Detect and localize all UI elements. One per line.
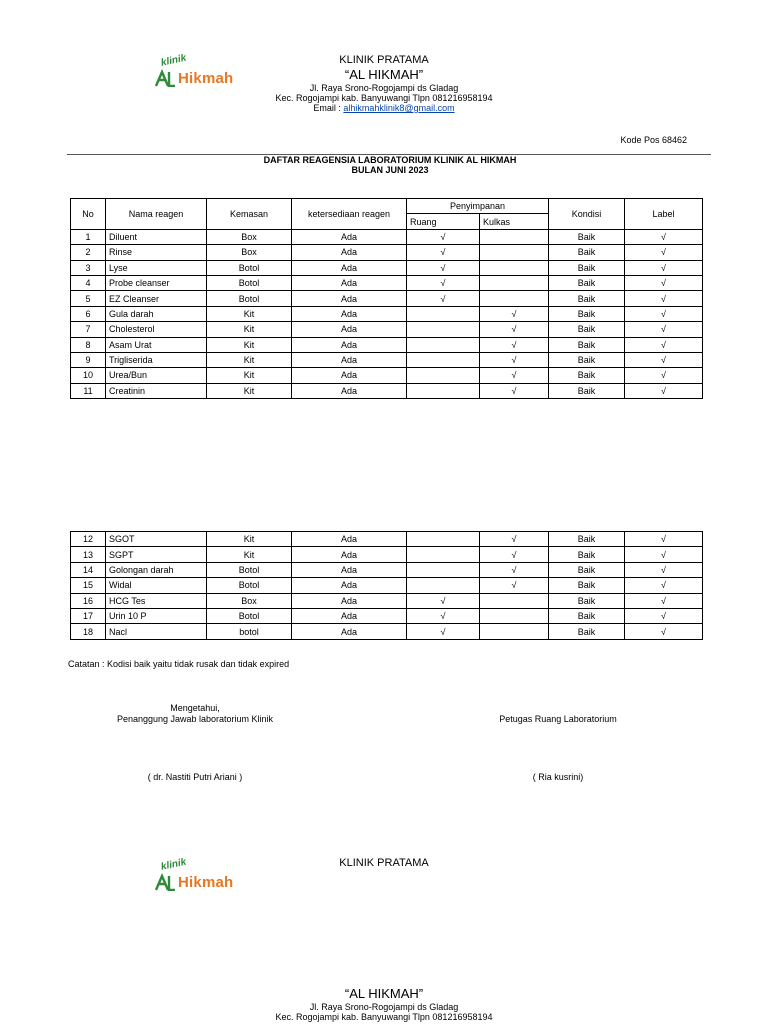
cell-kondisi: Baik xyxy=(549,368,625,383)
cell-name: Nacl xyxy=(106,624,207,639)
footer-logo-name: Hikmah xyxy=(178,874,234,891)
cell-ketersediaan: Ada xyxy=(292,578,407,593)
cell-ruang xyxy=(407,368,480,383)
cell-kulkas xyxy=(480,260,549,275)
cell-kemasan: Botol xyxy=(207,562,292,577)
document-title xyxy=(190,155,590,175)
cell-kondisi: Baik xyxy=(549,260,625,275)
cell-ruang: √ xyxy=(407,260,480,275)
cell-name: Trigliserida xyxy=(106,352,207,367)
signature-right-name: ( Ria kusrini) xyxy=(532,772,584,782)
cell-kondisi: Baik xyxy=(549,322,625,337)
cell-kulkas: √ xyxy=(480,322,549,337)
table-row xyxy=(71,291,703,306)
clinic-type: KLINIK PRATAMA xyxy=(339,54,429,66)
cell-name: Gula darah xyxy=(106,306,207,321)
cell-label: √ xyxy=(625,368,703,383)
cell-kemasan: Kit xyxy=(207,337,292,352)
title-line-1: DAFTAR REAGENSIA LABORATORIUM KLINIK AL HIKMAH xyxy=(263,155,517,165)
cell-kemasan: Box xyxy=(207,245,292,260)
cell-no: 1 xyxy=(71,229,106,244)
postal-code: Kode Pos 68462 xyxy=(620,135,687,145)
cell-label: √ xyxy=(625,547,703,562)
title-line-2: BULAN JUNI 2023 xyxy=(351,165,429,175)
cell-label: √ xyxy=(625,291,703,306)
cell-ketersediaan: Ada xyxy=(292,260,407,275)
cell-kulkas: √ xyxy=(480,532,549,547)
cell-kondisi: Baik xyxy=(549,578,625,593)
signature-left-line-1: Mengetahui, xyxy=(170,703,220,713)
cell-no: 2 xyxy=(71,245,106,260)
footer-logo-klinik-text: klinik xyxy=(160,856,188,873)
cell-kondisi: Baik xyxy=(549,245,625,260)
cell-kulkas: √ xyxy=(480,337,549,352)
cell-ketersediaan: Ada xyxy=(292,383,407,398)
cell-kondisi: Baik xyxy=(549,593,625,608)
table-row xyxy=(71,352,703,367)
email-link[interactable]: alhikmahklinik8@gmail.com xyxy=(343,103,455,113)
cell-kulkas: √ xyxy=(480,383,549,398)
header-kemasan: Kemasan xyxy=(207,199,292,230)
signature-left-name: ( dr. Nastiti Putri Ariani ) xyxy=(147,772,243,782)
cell-ruang: √ xyxy=(407,275,480,290)
cell-label: √ xyxy=(625,275,703,290)
cell-ruang xyxy=(407,562,480,577)
footer-clinic-name: “AL HIKMAH” xyxy=(344,986,424,1001)
signature-left-line-2: Penanggung Jawab laboratorium Klinik xyxy=(116,714,274,724)
header-ketersediaan: ketersediaan reagen xyxy=(292,199,407,230)
cell-kemasan: Botol xyxy=(207,275,292,290)
cell-kondisi: Baik xyxy=(549,275,625,290)
cell-ketersediaan: Ada xyxy=(292,624,407,639)
signature-left xyxy=(95,703,295,725)
cell-kulkas xyxy=(480,229,549,244)
cell-kemasan: Kit xyxy=(207,532,292,547)
address-line-1: Jl. Raya Srono-Rogojampi ds Gladag xyxy=(309,83,459,93)
table-row xyxy=(71,245,703,260)
footer-clinic-logo-icon xyxy=(154,873,176,891)
cell-kemasan: Kit xyxy=(207,352,292,367)
header-ruang: Ruang xyxy=(407,214,480,229)
cell-kulkas: √ xyxy=(480,352,549,367)
cell-no: 4 xyxy=(71,275,106,290)
cell-label: √ xyxy=(625,532,703,547)
cell-label: √ xyxy=(625,260,703,275)
header-label: Label xyxy=(625,199,703,230)
cell-no: 12 xyxy=(71,532,106,547)
logo-name: Hikmah xyxy=(178,70,234,87)
signature-right-title: Petugas Ruang Laboratorium xyxy=(499,714,617,724)
note: Catatan : Kodisi baik yaitu tidak rusak dan tidak expired xyxy=(68,659,290,669)
cell-kemasan: Kit xyxy=(207,368,292,383)
cell-label: √ xyxy=(625,306,703,321)
email-label: Email : xyxy=(313,103,344,113)
clinic-logo-icon xyxy=(154,69,176,87)
cell-label: √ xyxy=(625,608,703,623)
cell-kondisi: Baik xyxy=(549,306,625,321)
cell-kulkas xyxy=(480,291,549,306)
cell-kulkas xyxy=(480,593,549,608)
table-row xyxy=(71,562,703,577)
reagent-table-part-2 xyxy=(70,531,703,640)
cell-kulkas: √ xyxy=(480,578,549,593)
table-row xyxy=(71,593,703,608)
table-row xyxy=(71,608,703,623)
cell-kondisi: Baik xyxy=(549,562,625,577)
cell-ruang xyxy=(407,337,480,352)
header-kulkas: Kulkas xyxy=(480,214,549,229)
cell-ketersediaan: Ada xyxy=(292,229,407,244)
header-penyimpanan: Penyimpanan xyxy=(407,199,549,214)
cell-ketersediaan: Ada xyxy=(292,368,407,383)
table-row xyxy=(71,547,703,562)
table-row xyxy=(71,383,703,398)
cell-ketersediaan: Ada xyxy=(292,245,407,260)
cell-no: 5 xyxy=(71,291,106,306)
cell-name: EZ Cleanser xyxy=(106,291,207,306)
cell-label: √ xyxy=(625,624,703,639)
cell-kondisi: Baik xyxy=(549,352,625,367)
cell-label: √ xyxy=(625,352,703,367)
cell-no: 16 xyxy=(71,593,106,608)
cell-ketersediaan: Ada xyxy=(292,322,407,337)
cell-kemasan: Box xyxy=(207,593,292,608)
cell-name: Urin 10 P xyxy=(106,608,207,623)
table-row xyxy=(71,337,703,352)
cell-label: √ xyxy=(625,562,703,577)
footer-clinic-type: KLINIK PRATAMA xyxy=(339,857,429,869)
cell-kondisi: Baik xyxy=(549,337,625,352)
address-line-2: Kec. Rogojampi kab. Banyuwangi Tlpn 081216958194 xyxy=(275,93,493,103)
table-row xyxy=(71,578,703,593)
cell-no: 18 xyxy=(71,624,106,639)
cell-kondisi: Baik xyxy=(549,532,625,547)
cell-no: 7 xyxy=(71,322,106,337)
cell-name: Probe cleanser xyxy=(106,275,207,290)
cell-ketersediaan: Ada xyxy=(292,291,407,306)
cell-name: Urea/Bun xyxy=(106,368,207,383)
cell-kemasan: Botol xyxy=(207,260,292,275)
cell-no: 15 xyxy=(71,578,106,593)
cell-name: Golongan darah xyxy=(106,562,207,577)
cell-kemasan: Botol xyxy=(207,291,292,306)
cell-kondisi: Baik xyxy=(549,624,625,639)
cell-label: √ xyxy=(625,337,703,352)
table-row xyxy=(71,368,703,383)
cell-kondisi: Baik xyxy=(549,608,625,623)
cell-no: 3 xyxy=(71,260,106,275)
cell-kemasan: Box xyxy=(207,229,292,244)
cell-ketersediaan: Ada xyxy=(292,275,407,290)
table-row xyxy=(71,624,703,639)
cell-kulkas xyxy=(480,624,549,639)
table-row xyxy=(71,275,703,290)
cell-ketersediaan: Ada xyxy=(292,337,407,352)
cell-ketersediaan: Ada xyxy=(292,352,407,367)
cell-kulkas xyxy=(480,608,549,623)
cell-kulkas xyxy=(480,275,549,290)
cell-kemasan: Kit xyxy=(207,383,292,398)
cell-label: √ xyxy=(625,578,703,593)
cell-ruang xyxy=(407,322,480,337)
footer-address-line-1: Jl. Raya Srono-Rogojampi ds Gladag xyxy=(309,1002,459,1012)
cell-kemasan: botol xyxy=(207,624,292,639)
cell-no: 8 xyxy=(71,337,106,352)
cell-ruang: √ xyxy=(407,624,480,639)
cell-name: Lyse xyxy=(106,260,207,275)
reagent-table-part-1 xyxy=(70,198,703,399)
cell-no: 13 xyxy=(71,547,106,562)
cell-name: Rinse xyxy=(106,245,207,260)
cell-kemasan: Kit xyxy=(207,547,292,562)
clinic-name: “AL HIKMAH” xyxy=(344,67,424,82)
cell-ruang xyxy=(407,383,480,398)
table-row xyxy=(71,322,703,337)
cell-label: √ xyxy=(625,383,703,398)
cell-name: HCG Tes xyxy=(106,593,207,608)
table-row xyxy=(71,532,703,547)
email-line xyxy=(234,103,534,113)
cell-kondisi: Baik xyxy=(549,547,625,562)
cell-ketersediaan: Ada xyxy=(292,547,407,562)
cell-kulkas: √ xyxy=(480,562,549,577)
cell-ruang xyxy=(407,352,480,367)
footer-address-line-2: Kec. Rogojampi kab. Banyuwangi Tlpn 081216958194 xyxy=(275,1012,493,1022)
cell-ruang: √ xyxy=(407,229,480,244)
cell-name: Widal xyxy=(106,578,207,593)
cell-ruang: √ xyxy=(407,593,480,608)
cell-label: √ xyxy=(625,229,703,244)
cell-kemasan: Kit xyxy=(207,322,292,337)
logo-klinik-text: klinik xyxy=(160,52,188,69)
cell-kemasan: Botol xyxy=(207,608,292,623)
cell-no: 10 xyxy=(71,368,106,383)
header-name: Nama reagen xyxy=(106,199,207,230)
cell-label: √ xyxy=(625,245,703,260)
cell-name: SGPT xyxy=(106,547,207,562)
cell-no: 17 xyxy=(71,608,106,623)
cell-no: 14 xyxy=(71,562,106,577)
cell-name: Cholesterol xyxy=(106,322,207,337)
cell-no: 9 xyxy=(71,352,106,367)
cell-ketersediaan: Ada xyxy=(292,562,407,577)
cell-ketersediaan: Ada xyxy=(292,532,407,547)
header-no: No xyxy=(71,199,106,230)
table-row xyxy=(71,229,703,244)
cell-ruang xyxy=(407,532,480,547)
cell-kemasan: Kit xyxy=(207,306,292,321)
cell-name: Diluent xyxy=(106,229,207,244)
cell-no: 11 xyxy=(71,383,106,398)
cell-kulkas: √ xyxy=(480,547,549,562)
table-row xyxy=(71,306,703,321)
cell-ruang xyxy=(407,306,480,321)
header-kondisi: Kondisi xyxy=(549,199,625,230)
cell-label: √ xyxy=(625,322,703,337)
cell-kulkas xyxy=(480,245,549,260)
cell-ruang: √ xyxy=(407,245,480,260)
cell-kondisi: Baik xyxy=(549,291,625,306)
cell-ruang xyxy=(407,547,480,562)
cell-ruang xyxy=(407,578,480,593)
cell-name: SGOT xyxy=(106,532,207,547)
cell-name: Creatinin xyxy=(106,383,207,398)
cell-ketersediaan: Ada xyxy=(292,593,407,608)
cell-ketersediaan: Ada xyxy=(292,306,407,321)
cell-kulkas: √ xyxy=(480,368,549,383)
cell-kemasan: Botol xyxy=(207,578,292,593)
cell-ketersediaan: Ada xyxy=(292,608,407,623)
cell-kondisi: Baik xyxy=(549,383,625,398)
table-row xyxy=(71,260,703,275)
cell-kulkas: √ xyxy=(480,306,549,321)
cell-ruang: √ xyxy=(407,291,480,306)
cell-ruang: √ xyxy=(407,608,480,623)
cell-label: √ xyxy=(625,593,703,608)
cell-kondisi: Baik xyxy=(549,229,625,244)
cell-name: Asam Urat xyxy=(106,337,207,352)
cell-no: 6 xyxy=(71,306,106,321)
